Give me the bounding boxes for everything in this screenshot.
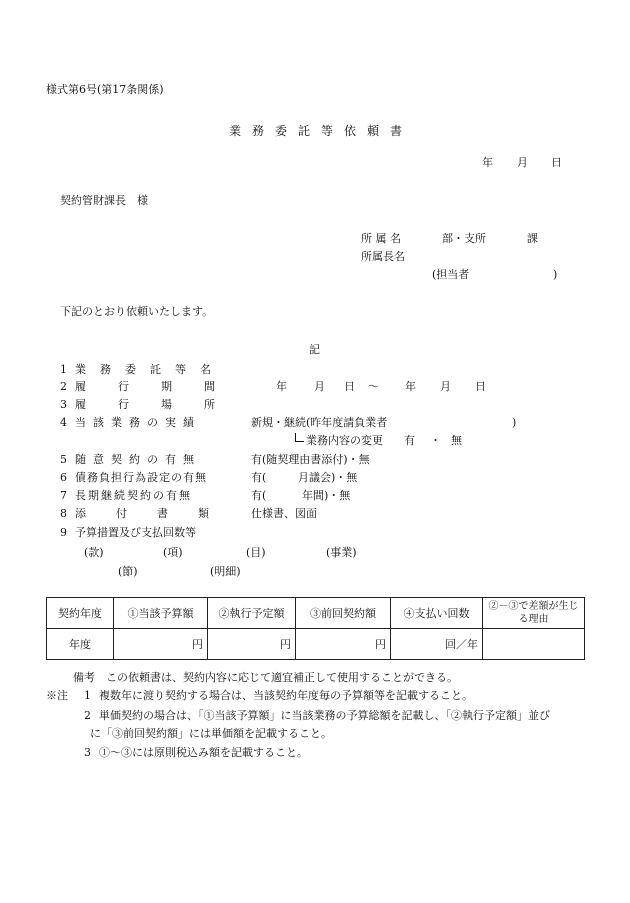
item-label-place: 履行場所: [75, 398, 247, 411]
date-month: 月: [517, 156, 528, 169]
item-label-zuii: 随意契約の有無: [75, 453, 201, 466]
item-label-choki: 長期継続契約の有無: [75, 489, 192, 502]
saimu-value: 月議会)・無: [298, 471, 358, 484]
attachments-value: 仕様書、図面: [251, 507, 317, 520]
dept-unit: 部・支所: [442, 232, 486, 245]
item-no: 2: [60, 380, 67, 393]
table-row: [47, 629, 585, 660]
item-no: 6: [60, 471, 67, 484]
table-cell[interactable]: 回／年: [391, 629, 483, 660]
table-header: ②執行予定額: [208, 598, 296, 629]
saimu-open: 有(: [251, 471, 267, 484]
table-cell[interactable]: [483, 629, 585, 660]
contact-open: (担当者: [432, 268, 470, 281]
table-header: ③前回契約額: [296, 598, 391, 629]
note-2a: 単価契約の場合は、「①当該予算額」に当該業務の予算総額を記載し、「②執行予定額」並び: [99, 709, 550, 722]
return-arrow-icon: [295, 433, 304, 442]
budget-meisai: (明細): [210, 565, 241, 578]
note-number: 3: [84, 746, 91, 759]
head-label: 所属長名: [361, 250, 405, 263]
table-header: ①当該予算額: [114, 598, 208, 629]
record-change-line: [295, 434, 383, 448]
budget-table: [46, 597, 585, 660]
date-day: 日: [551, 156, 562, 169]
remark: 備考 この依頼書は、契約内容に応じて適宜補正して使用することができる。: [73, 671, 458, 684]
item-no: 7: [60, 489, 67, 502]
table-header: 契約年度: [47, 598, 114, 629]
table-cell[interactable]: 年度: [47, 629, 114, 660]
item-label-budget: 予算措置及び支払回数等: [75, 526, 196, 539]
item-no: 3: [60, 398, 67, 411]
zuii-value: 有(随契理由書添付)・無: [251, 453, 370, 466]
item-label-contract-name: 業務委託等名: [75, 363, 225, 376]
table-header: ④支払い回数: [391, 598, 483, 629]
item-no: 9: [60, 526, 67, 539]
contact-close: ): [553, 268, 558, 281]
budget-kou: (項): [163, 546, 183, 559]
period-end-month: 月: [440, 380, 451, 393]
record-no: 無: [451, 434, 462, 447]
record-main: 新規・継続(昨年度請負業者: [251, 416, 388, 429]
budget-kan: (款): [84, 546, 104, 559]
record-yes: 有: [404, 434, 415, 447]
note-1: 複数年に渡り契約する場合は、当該契約年度毎の予算額等を記載すること。: [99, 689, 473, 702]
period-start-year: 年: [276, 380, 287, 393]
period-start-month: 月: [314, 380, 325, 393]
table-cell[interactable]: 円: [296, 629, 391, 660]
table-header: ②－③で差額が生じる理由: [483, 598, 585, 629]
record-close: ): [512, 416, 517, 429]
record-change: 業務内容の変更: [306, 434, 383, 447]
table-header-row: [47, 598, 585, 629]
dept-ka: 課: [527, 232, 538, 245]
item-no: 1: [60, 363, 67, 376]
dept-label: 所 属 名: [361, 232, 401, 245]
period-end-day: 日: [475, 380, 486, 393]
note-number: 1: [84, 689, 91, 702]
budget-jigyo: (事業): [326, 546, 357, 559]
note-mark: ※注: [46, 689, 68, 702]
table-cell[interactable]: 円: [208, 629, 296, 660]
table-cell[interactable]: 円: [114, 629, 208, 660]
date-year: 年: [482, 156, 493, 169]
note-2b: に「③前回契約額」には単価額を記載すること。: [90, 727, 332, 740]
addressee: 契約管財課長 様: [60, 194, 148, 207]
budget-setsu: (節): [118, 565, 138, 578]
note-3: ①～③には原則税込み額を記載すること。: [99, 746, 308, 759]
note-number: 2: [84, 709, 91, 722]
item-no: 8: [60, 507, 67, 520]
choki-open: 有(: [251, 489, 267, 502]
item-label-saimu: 債務負担行為設定の有無: [75, 471, 207, 484]
document-title: 業務委託等依頼書: [229, 124, 414, 138]
intro-text: 下記のとおり依頼いたします。: [60, 305, 214, 318]
period-tilde: ～: [368, 380, 379, 393]
item-no: 4: [60, 416, 67, 429]
item-no: 5: [60, 453, 67, 466]
budget-moku: (目): [246, 546, 266, 559]
choki-value: 年間)・無: [302, 489, 351, 502]
item-label-attachments: 添付書類: [75, 507, 239, 520]
item-label-record: 当該業務の実績: [75, 416, 201, 429]
period-start-day: 日: [344, 380, 355, 393]
item-label-period: 履行期間: [75, 380, 247, 393]
record-dot: ・: [430, 434, 441, 447]
form-number: 様式第6号(第17条関係): [46, 83, 164, 96]
ki-heading: 記: [309, 343, 320, 356]
period-end-year: 年: [405, 380, 416, 393]
